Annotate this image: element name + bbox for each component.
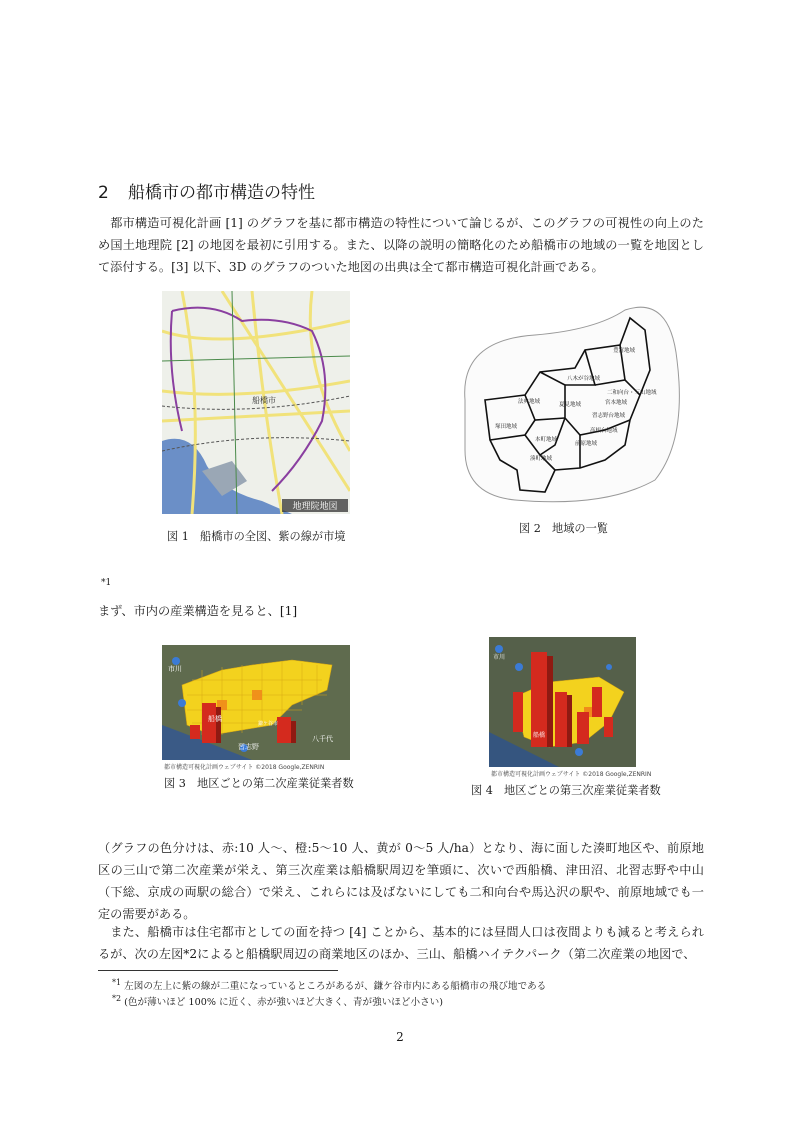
figure-3-3d-map (162, 645, 350, 760)
page-number: 2 (396, 1030, 404, 1044)
fig2-region-6: 習志野台地域 (592, 413, 626, 419)
fig3-label-ichikawa: 市川 (168, 665, 182, 673)
body-paragraph-1: （グラフの色分けは、赤:10 人〜、橙:5〜10 人、黄が 0〜5 人/ha）となり、海に面した湊町地区や、前原地区の三山で第二次産業が栄え、第三次産業は船橋駅周辺を筆頭に、次いで西船橋、津田沼、北習志野や中山（下総、京成の両駅の総合）で栄え、これらには及ばないにしても二和向台や馬込沢の駅や、前原地域でも一定の需要がある。 (98, 841, 704, 921)
lead-sentence: まず、市内の産業構造を見ると、[1] (98, 604, 298, 618)
intro-paragraph: 都市構造可視化計画 [1] のグラフを基に都市構造の特性について論じるが、このグラフの可視性の向上のため国土地理院 [2] の地図を最初に引用する。また、以降の説明の簡略化のため船橋市の地域の一覧を地図として添付する。[3] 以下、3D のグラフのついた地図の出典は全て都市構造可視化計画である。 (98, 216, 704, 274)
footnote-2-mark: *2 (112, 994, 122, 1003)
fig3-label-yachiyo: 八千代 (312, 735, 333, 743)
fig1-attribution: 地理院地図 (292, 502, 338, 512)
figure-4-caption: 図 4 地区ごとの第三次産業従業者数 (471, 784, 661, 797)
section-number: 2 (98, 183, 109, 203)
footnote-rule (98, 970, 338, 971)
fig1-label-funabashi: 船橋市 (252, 396, 276, 405)
section-title: 船橋市の都市構造の特性 (128, 183, 315, 203)
footnote-marker-1: *1 (101, 578, 112, 588)
figure-4-credit: 都市構造可視化計画ウェブサイト ©2018 Google,ZENRIN (491, 771, 652, 778)
fig2-region-4: 法典地域 (518, 399, 541, 405)
fig2-region-9: 本町地域 (535, 437, 558, 443)
figure-4-3d-map (489, 637, 636, 767)
fig3-label-funabashi: 船橋 (208, 715, 222, 723)
figure-3-credit: 都市構造可視化計画ウェブサイト ©2018 Google,ZENRIN (164, 764, 325, 771)
fig2-region-2: 八木が谷地域 (567, 376, 601, 382)
fig2-region-10: 湊町地域 (530, 456, 553, 462)
fig4-label-ichikawa: 市川 (493, 654, 506, 661)
footnote-2-text: (色が薄いほど 100% に近く、赤が強いほど大きく、青が強いほど小さい) (124, 997, 444, 1009)
fig2-region-8: 前原地域 (575, 441, 598, 447)
footnote-1 (112, 978, 546, 992)
fig2-region-12: 宮本地域 (605, 400, 628, 406)
figure-2-region-map (455, 300, 687, 510)
footnote-1-mark: *1 (112, 978, 122, 987)
fig2-region-7: 高根台地域 (590, 428, 618, 434)
fig3-label-kamagaya: 鎌ケ谷市 (258, 721, 279, 727)
fig2-region-5: 夏見地域 (559, 402, 582, 408)
fig2-region-3: 二和向台・三山地域 (607, 390, 657, 396)
figure-1-caption: 図 1 船橋市の全図、紫の線が市境 (167, 530, 346, 543)
fig2-region-1: 豊富地域 (613, 348, 636, 354)
fig4-label-funabashi: 船橋 (533, 732, 546, 739)
fig3-label-narashino: 習志野 (238, 743, 259, 751)
footnote-1-text: 左図の左上に紫の線が二重になっているところがあるが、鎌ケ谷市内にある船橋市の飛び地である (124, 981, 547, 993)
section-heading (98, 178, 315, 203)
figure-3-caption: 図 3 地区ごとの第二次産業従業者数 (164, 777, 354, 790)
footnote-2 (112, 994, 443, 1008)
body-paragraph-2: また、船橋市は住宅都市としての面を持つ [4] ことから、基本的には昼間人口は夜間よりも減ると考えられるが、次の左図*2によると船橋駅周辺の商業地区のほか、三山、船橋ハイテクパーク（第二次産業の地図で、 (98, 925, 704, 961)
figure-1-map (162, 291, 350, 514)
figure-2-caption: 図 2 地域の一覧 (519, 522, 608, 535)
fig2-region-11: 塚田地域 (495, 424, 518, 430)
